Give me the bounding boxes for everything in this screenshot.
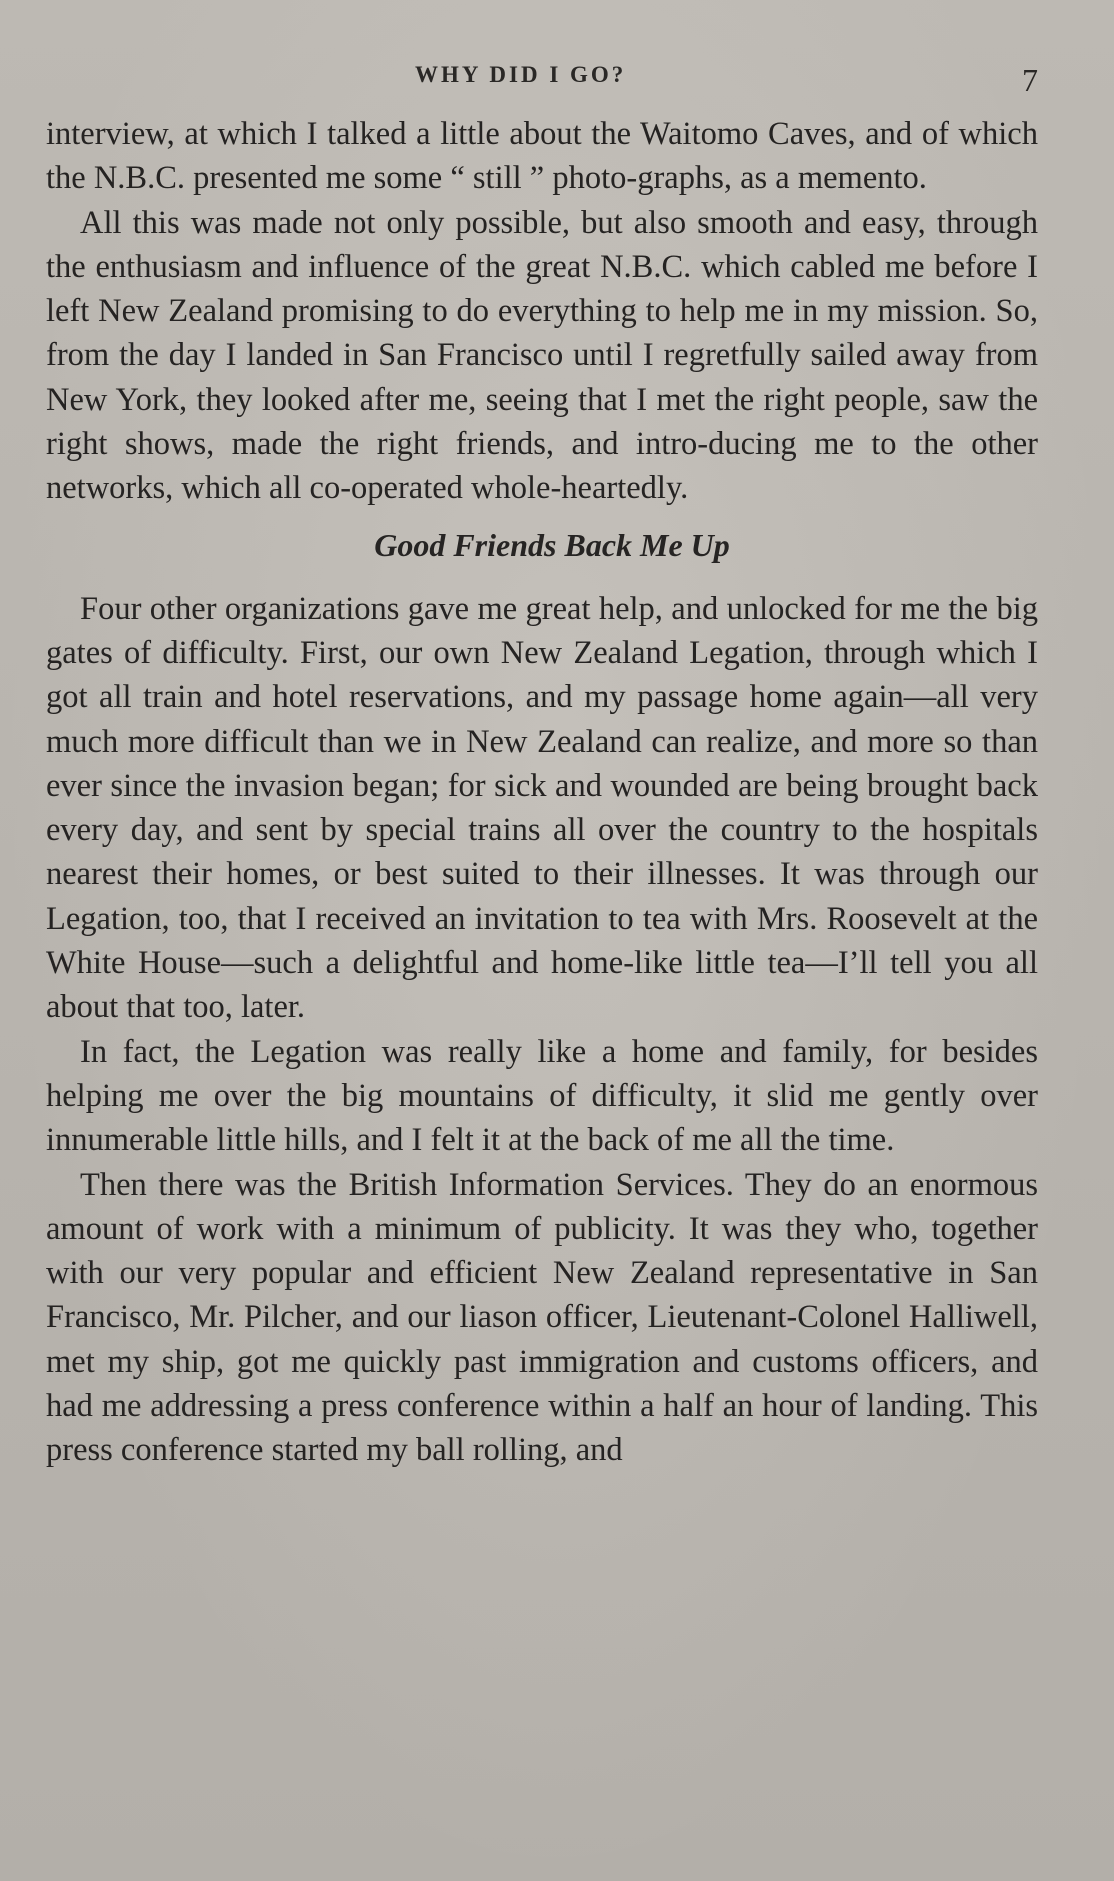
running-title: WHY DID I GO?: [415, 62, 627, 87]
body-text: [46, 112, 1038, 1473]
paragraph-legation: In fact, the Legation was really like a home and family, for besides helping me over the big mountains of difficulty, it slid me gently over innumerable little hills, and I felt it at the back of me all the time.: [46, 1033, 1038, 1159]
paragraph-organizations: Four other organizations gave me great help, and unlocked for me the big gates of difficulty. First, our own New Zealand Legation, through which I got all train and hotel reservations, and my passage home again—all very much more difficult than we in New Zealand can realize, and more so than ever since the invasion began; for sick and wounded are being brought back every day, and sent by special trains all over the country to the hospitals nearest their homes, or best suited to their illnesses. It was through our Legation, too, that I received an invitation to tea with Mrs. Roosevelt at the White House—such a delightful and home-like little tea—I’ll tell you all about that too, later.: [46, 590, 1038, 1026]
paragraph-nbc: All this was made not only possible, but also smooth and easy, through the enthusiasm and influence of the great N.B.C. which cabled me before I left New Zealand promising to do everything to help me in my mission. So, from the day I landed in San Francisco until I regretfully sailed away from New York, they looked after me, seeing that I met the right people, saw the right shows, made the right friends, and intro-ducing me to the other networks, which all co-operated whole-heartedly.: [46, 204, 1038, 507]
paragraph-british-information: Then there was the British Information Services. They do an enormous amount of work with a minimum of publicity. It was they who, together with our very popular and efficient New Zealand representative in San Francisco, Mr. Pilcher, and our liason officer, Lieutenant-Colonel Halliwell, met my ship, got me quickly past immigration and customs officers, and had me addressing a press conference within a half an hour of landing. This press conference started my ball rolling, and: [46, 1166, 1038, 1469]
page-number: 7: [1022, 62, 1038, 98]
paragraph-continued: interview, at which I talked a little about the Waitomo Caves, and of which the N.B.C. presented me some “ still ” photo-graphs, as a memento.: [46, 116, 1038, 197]
running-head: [0, 62, 1114, 102]
section-heading: Good Friends Back Me Up: [374, 526, 730, 563]
